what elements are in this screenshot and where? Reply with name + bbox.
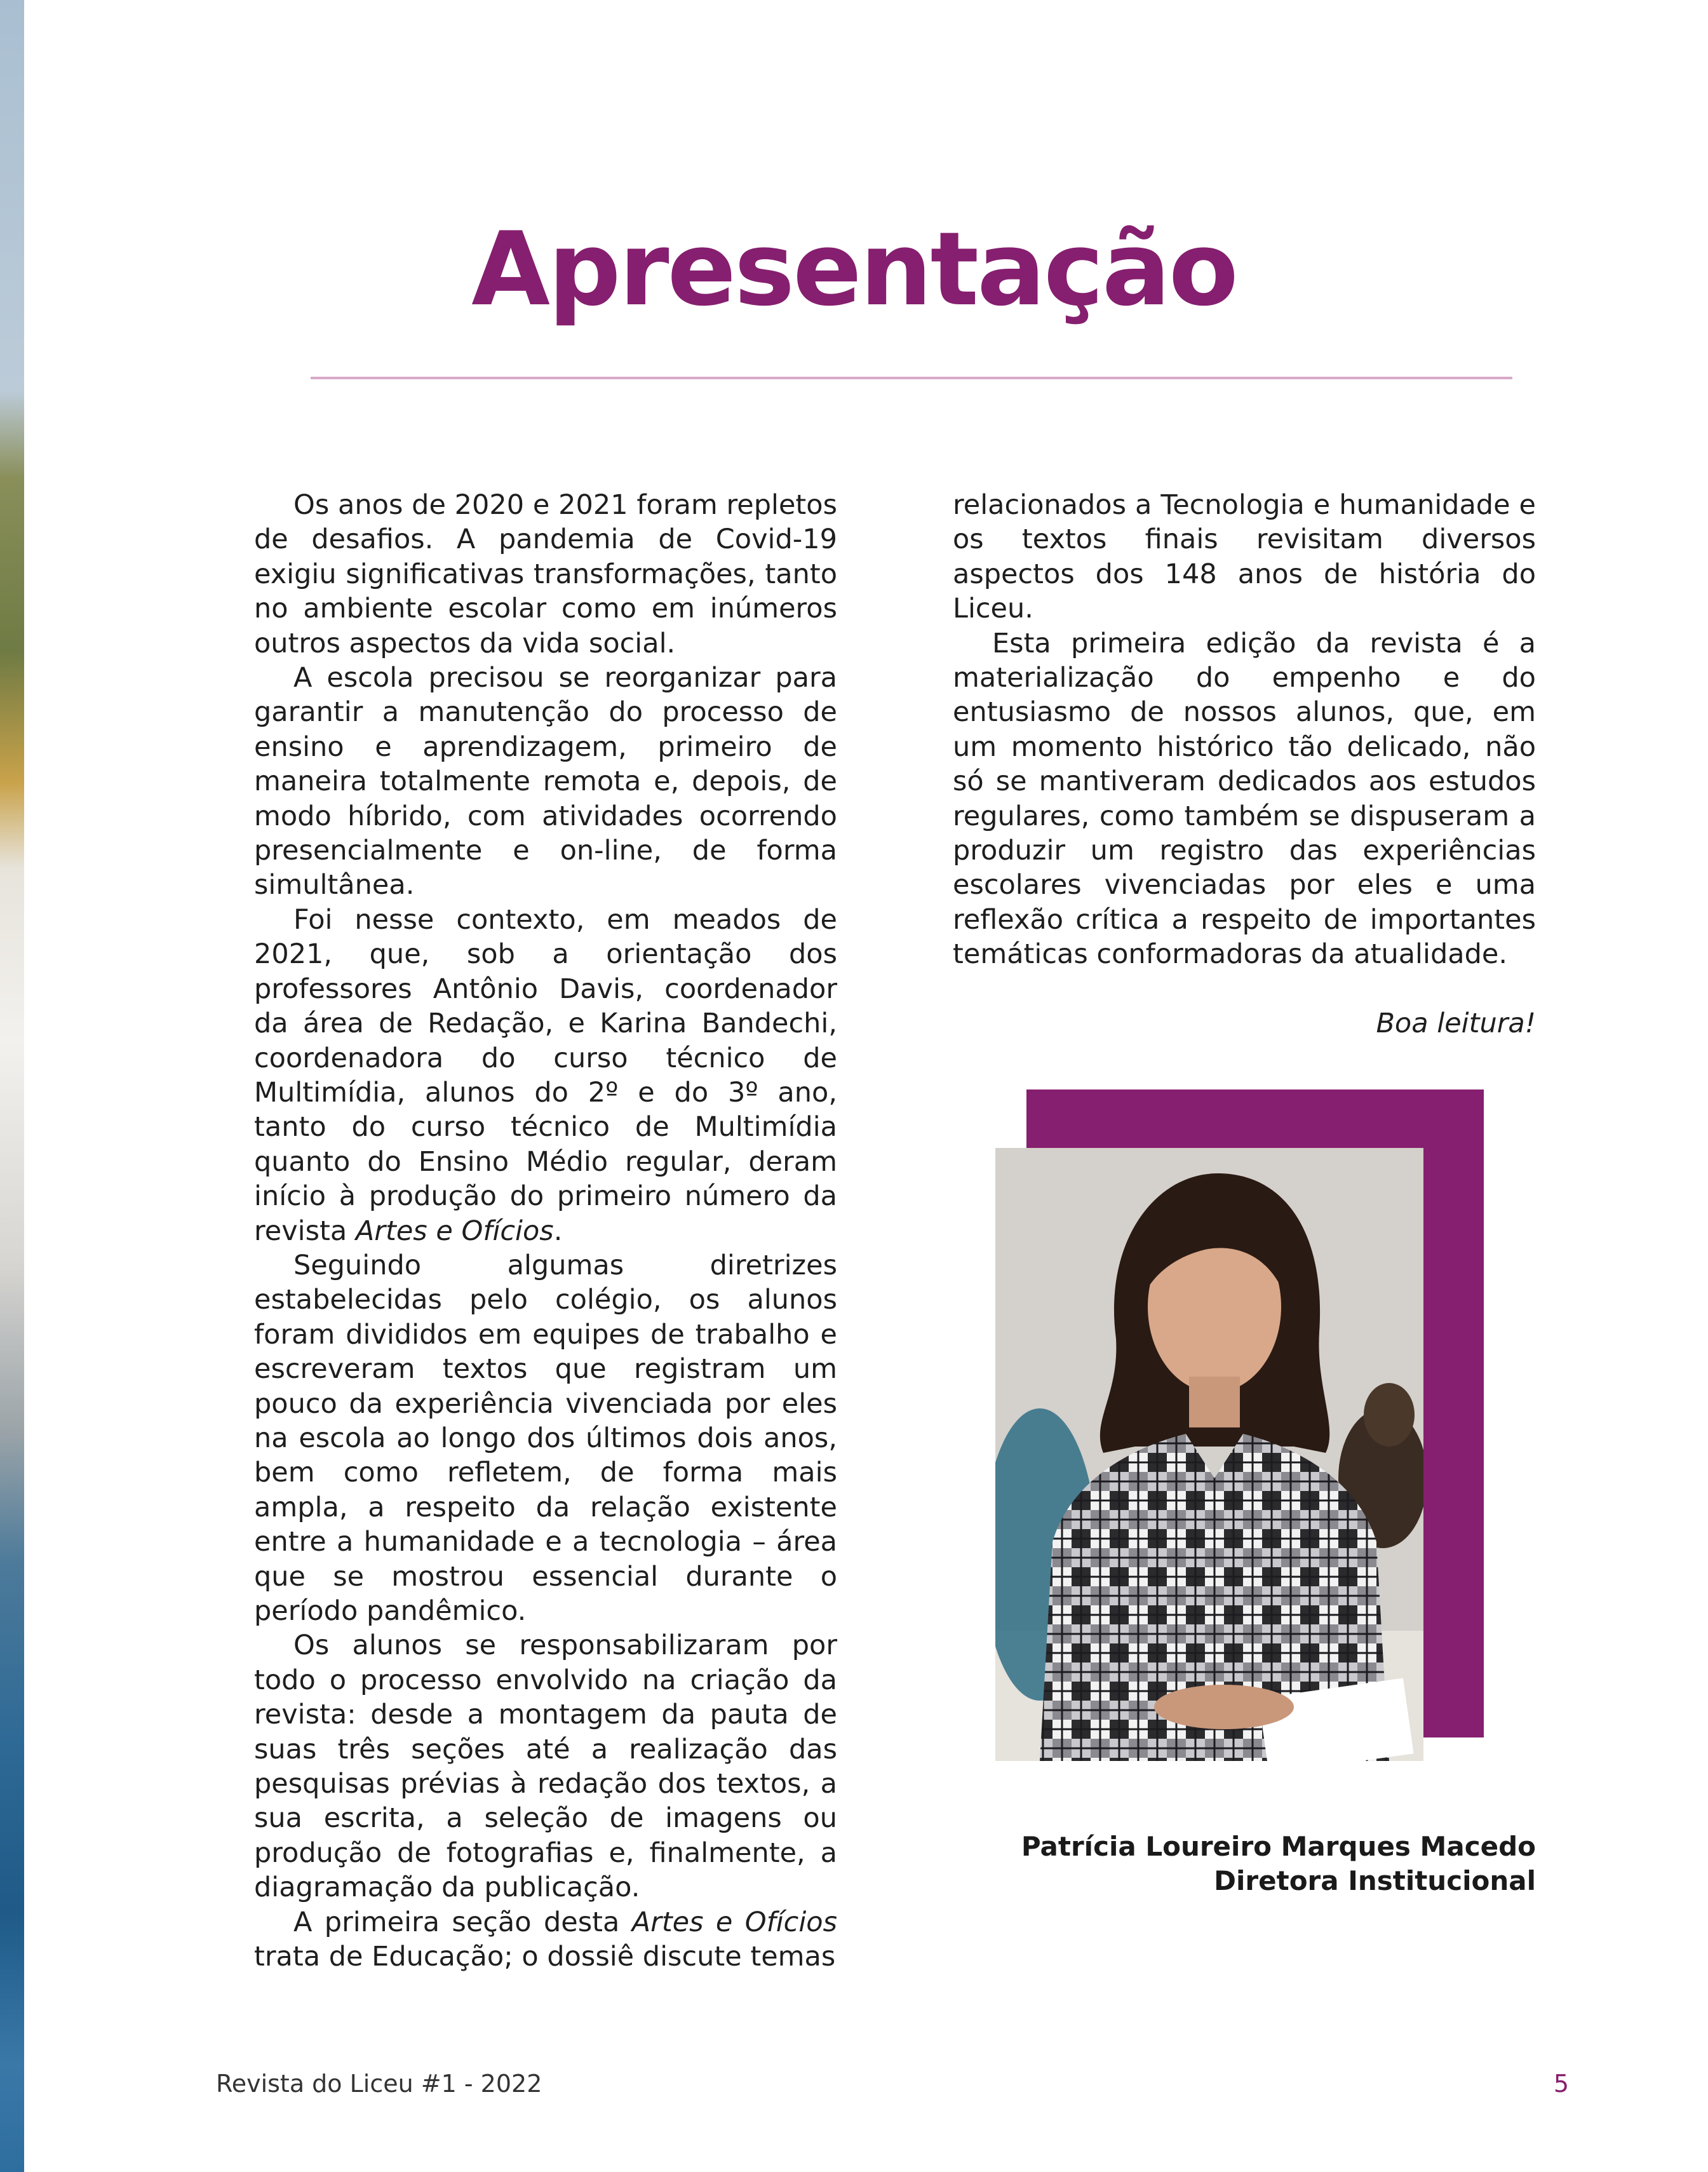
- director-portrait: [995, 1148, 1423, 1761]
- director-name: Patrícia Loureiro Marques Macedo: [1021, 1831, 1536, 1862]
- paragraph-6-continued: relacionados a Tecnologia e humanidade e os textos finais revisitam diversos aspectos dos 148 anos de história do Liceu.: [953, 489, 1536, 625]
- title-divider: [311, 377, 1512, 379]
- paragraph-3-text: Foi nesse contexto, em meados de 2021, que, sob a orientação dos professores Antônio Davis, coordenador da área de Redação, e Karina Bandechi, coordenadora do curso técnico de Multimídia, alunos do 2º e do 3º ano, tanto do curso técnico de Multimídia quanto do Ensino Médio regular, deram início à produção do primeiro número da revista: [254, 903, 837, 1247]
- paragraph-6-text: A primeira seção desta: [293, 1906, 632, 1938]
- paragraph-3: [254, 903, 837, 1248]
- magazine-name: Artes e Ofícios: [631, 1906, 837, 1938]
- photo-caption: [953, 1830, 1536, 1898]
- footer-publication: Revista do Liceu #1 - 2022: [216, 2070, 542, 2098]
- left-column: [254, 488, 837, 1974]
- right-column: [953, 488, 1536, 1041]
- director-role: Diretora Institucional: [1214, 1865, 1536, 1896]
- sign-off: Boa leitura!: [1376, 1007, 1536, 1039]
- page-title: Apresentação: [471, 210, 1237, 328]
- paragraph-7: Esta primeira edição da revista é a materialização do empenho e do entusiasmo de nossos alunos, que, em um momento histórico tão delicado, não só se mantiveram dedicados aos estudos regulares, como também se dispuseram a produzir um registro das experiências escolares vivenciadas por eles e uma reflexão crítica a respeito de importantes temáticas conformadoras da atualidade.: [953, 627, 1536, 971]
- page-number: 5: [1553, 2070, 1569, 2098]
- paragraph-4: Seguindo algumas diretrizes estabelecidas pelo colégio, os alunos foram divididos em equipes de trabalho e escreveram textos que registram um pouco da experiência vivenciada por eles na escola ao longo dos últimos dois anos, bem como refletem, de forma mais ampla, a respeito da relação existente entre a humanidade e a tecnologia – área que se mostrou essencial durante o período pandêmico.: [254, 1249, 837, 1627]
- paragraph-6: [254, 1905, 837, 1974]
- paragraph-6-end: trata de Educação; o dossiê discute temas: [254, 1941, 836, 1973]
- paragraph-2: A escola precisou se reorganizar para garantir a manutenção do processo de ensino e aprendizagem, primeiro de maneira totalmente remota e, depois, de modo híbrido, com atividades ocorrendo presencialmente e on-line, de forma simultânea.: [254, 662, 837, 901]
- magazine-name: Artes e Ofícios: [355, 1215, 554, 1247]
- paragraph-5: Os alunos se responsabilizaram por todo o processo envolvido na criação da revista: desde a montagem da pauta de suas três seções até a realização das pesquisas prévias à redação dos textos, a sua escrita, a seleção de imagens ou produção de fotografias e, finalmente, a diagramação da publicação.: [254, 1629, 837, 1904]
- paragraph-1: Os anos de 2020 e 2021 foram repletos de desafios. A pandemia de Covid-19 exigiu significativas transformações, tanto no ambiente escolar como em inúmeros outros aspectos da vida social.: [254, 489, 837, 659]
- portrait-illustration: [995, 1148, 1423, 1761]
- paragraph-3-end: .: [553, 1215, 563, 1247]
